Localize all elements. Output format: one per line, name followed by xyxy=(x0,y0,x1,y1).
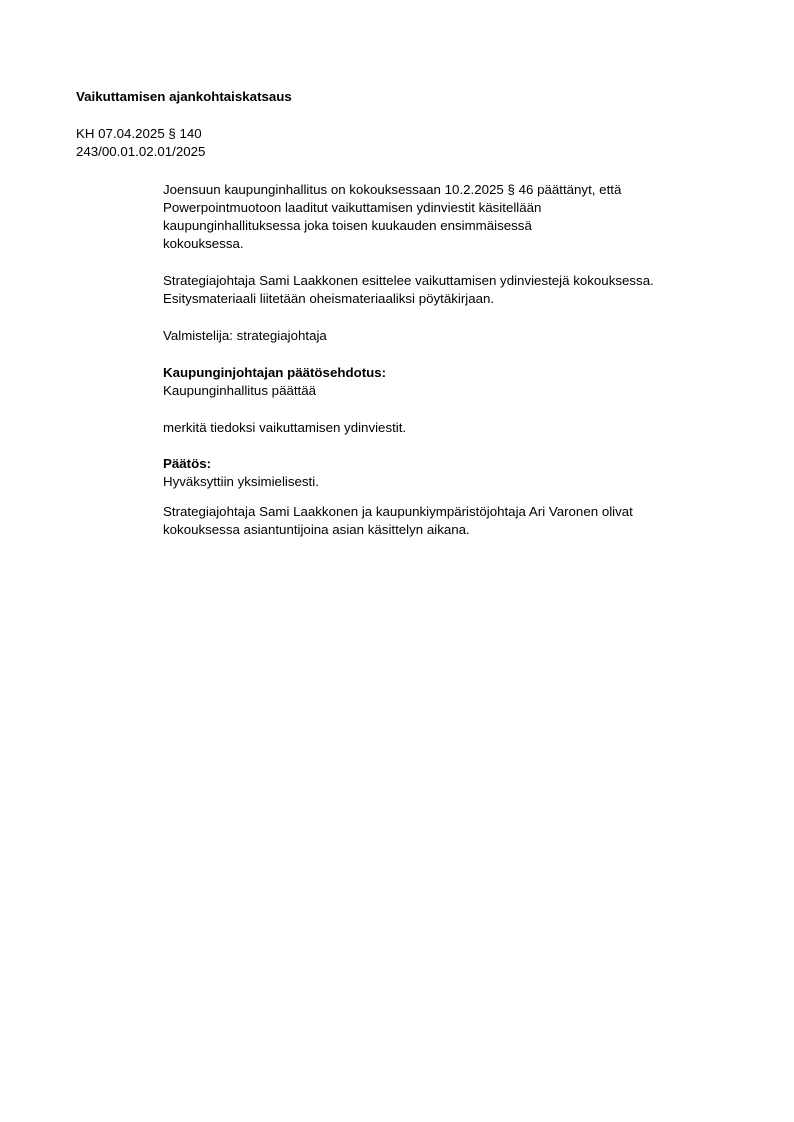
intro-line: kokouksessa. xyxy=(163,236,244,251)
decision-heading: Päätös: xyxy=(163,456,212,471)
proposal-intro: Kaupunginhallitus päättää xyxy=(163,383,317,398)
attendance-line: kokouksessa asiantuntijoina asian käsittelyn aikana. xyxy=(163,522,470,537)
presentation-line: Esitysmateriaali liitetään oheismateriaaliksi pöytäkirjaan. xyxy=(163,291,495,306)
intro-paragraph xyxy=(163,181,723,253)
decision-text: Hyväksyttiin yksimielisesti. xyxy=(163,474,319,489)
preparer-line: Valmistelija: strategiajohtaja xyxy=(163,328,327,343)
case-number: 243/00.01.02.01/2025 xyxy=(76,144,206,159)
presentation-paragraph xyxy=(163,272,723,308)
document-body xyxy=(163,181,723,539)
document-title: Vaikuttamisen ajankohtaiskatsaus xyxy=(76,89,292,104)
attendance-paragraph xyxy=(163,503,723,539)
meeting-reference: KH 07.04.2025 § 140 xyxy=(76,126,202,141)
proposal-item: merkitä tiedoksi vaikuttamisen ydinviestit. xyxy=(163,420,407,435)
intro-line: kaupunginhallituksessa joka toisen kuukauden ensimmäisessä xyxy=(163,218,532,233)
attendance-line: Strategiajohtaja Sami Laakkonen ja kaupunkiympäristöjohtaja Ari Varonen olivat xyxy=(163,504,633,519)
proposal-heading: Kaupunginjohtajan päätösehdotus: xyxy=(163,365,387,380)
presentation-line: Strategiajohtaja Sami Laakkonen esittelee vaikuttamisen ydinviestejä kokouksessa. xyxy=(163,273,654,288)
intro-line: Joensuun kaupunginhallitus on kokouksessaan 10.2.2025 § 46 päättänyt, että xyxy=(163,182,622,197)
document-meta xyxy=(76,125,205,161)
intro-line: Powerpointmuotoon laaditut vaikuttamisen ydinviestit käsitellään xyxy=(163,200,542,215)
